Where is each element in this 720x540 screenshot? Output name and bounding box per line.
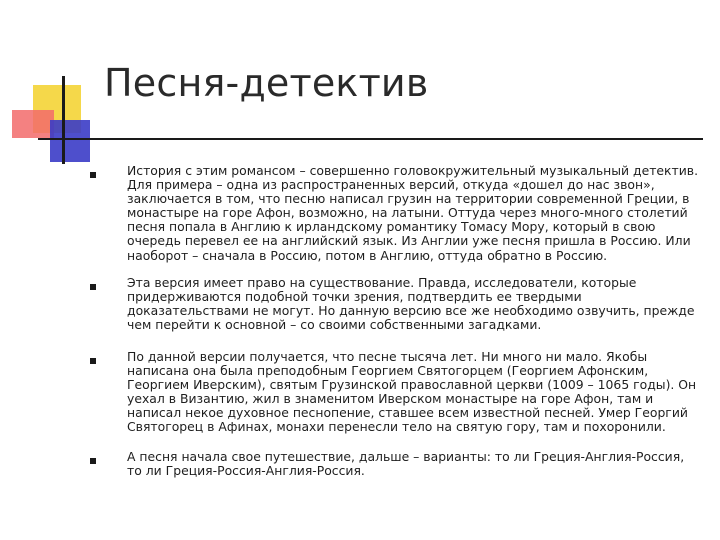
bullet-marker — [90, 458, 96, 464]
vertical-rule — [62, 76, 65, 164]
list-item: А песня начала свое путешествие, дальше – варианты: то ли Греция-Англия-Россия, то ли Греция-Россия-Англия-Россия. — [127, 449, 685, 479]
title-underline — [38, 138, 703, 140]
page-title: Песня-детектив — [104, 61, 429, 106]
blue-square — [50, 120, 90, 162]
list-item: По данной версии получается, что песне тысяча лет. Ни много ни мало. Якобы написана она была преподобным Георгием Святогорцем (Георгием Афонским, Георгием Иверским), святым Грузинской православной церкви (1009 – 1065 годы). Он уехал в Византию, жил в знаменитом Иверском монастыре на горе Афон, там и написал некое духовное песнопение, ставшее всем известной песней. Умер Георгий Святогорец в Афинах, монахи перенесли тело на святую гору, там и похоронили. — [127, 349, 697, 435]
bullet-marker — [90, 172, 96, 178]
list-item: Эта версия имеет право на существование. Правда, исследователи, которые придерживаются подобной точки зрения, подтвердить ее твердыми доказательствами не могут. Но данную версию все же необходимо озвучить, прежде чем перейти к основной – со своими собственными загадками. — [127, 275, 695, 333]
bullet-marker — [90, 358, 96, 364]
list-item: История с этим романсом – совершенно головокружительный музыкальный детектив. Для примера – одна из распространенных версий, откуда «дошел до нас звон», заключается в том, что песню написал грузин на территории современной Греции, в монастыре на горе Афон, возможно, на латыни. Оттуда через много-много столетий песня попала в Англию к ирландскому романтику Томасу Мору, который в свою очередь перевел ее на английский язык. Из Англии уже песня пришла в Россию. Или наоборот – сначала в Россию, потом в Англию, оттуда обратно в Россию. — [127, 163, 699, 263]
red-square — [12, 110, 54, 138]
bullet-marker — [90, 284, 96, 290]
decorative-squares — [0, 0, 110, 170]
